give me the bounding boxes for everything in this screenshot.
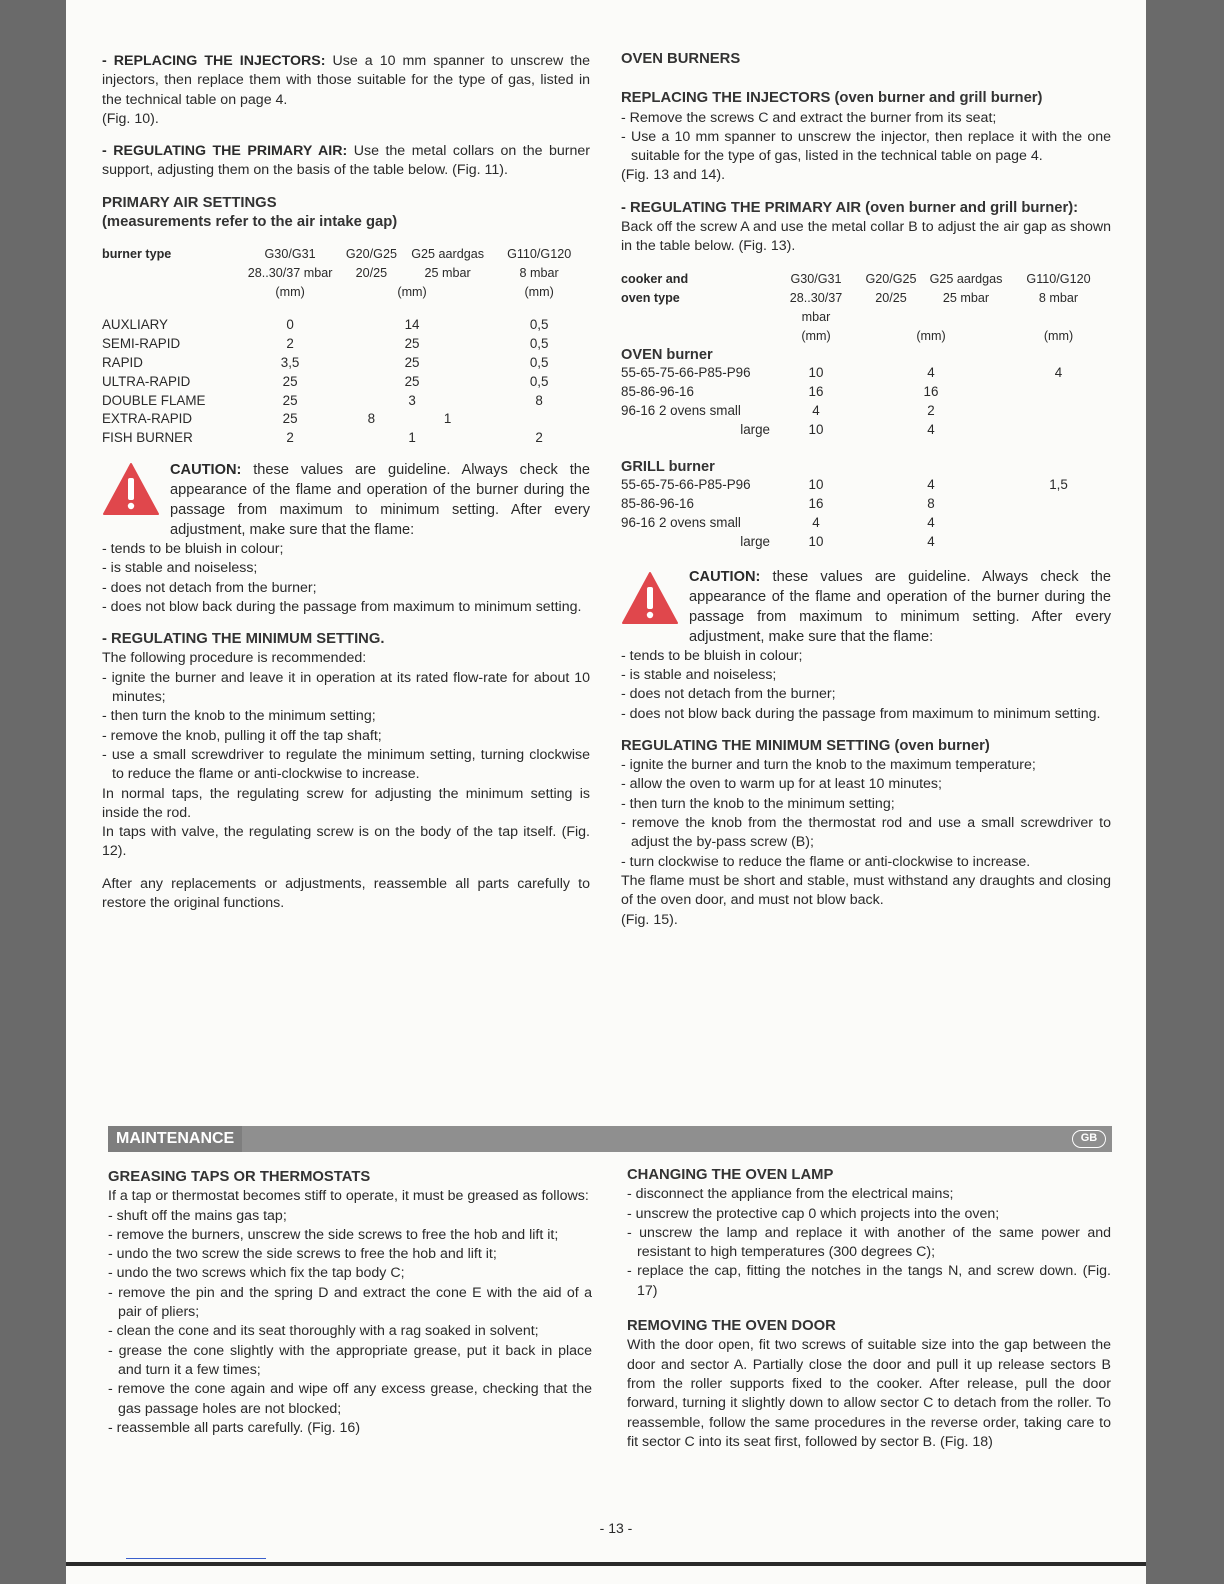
- list-item: - grease the cone slightly with the appropriate grease, put it back in place and turn it a few times;: [108, 1342, 592, 1381]
- list-item: - use a small screwdriver to regulate the minimum setting, turning clockwise to reduce the flame or anti-clockwise to increase.: [102, 746, 590, 785]
- list-item: - undo the two screw the side screws to free the hob and lift it;: [108, 1245, 592, 1264]
- flame-list: [102, 540, 590, 617]
- table-row: 55-65-75-66-P85-P96 10 4 4: [621, 365, 1063, 381]
- air-title: - REGULATING THE PRIMARY AIR (oven burner and grill burner):: [621, 199, 1079, 216]
- lamp-title: CHANGING THE OVEN LAMP: [627, 1167, 834, 1183]
- right-column: OVEN BURNERS REPLACING THE INJECTORS (oven burner and grill burner) - Remove the screws C and extract the burner from its seat; - Use a 10 mm spanner to unscrew the injector, then replace it with the one suitable for the type of gas, listed in the technical table on page 4. (Fig. 13 and 14). - REGULATING THE PRIMARY AIR (oven burner and grill burner): Back off the screw A and use the metal collar B to adjust the air gap as shown in the table below. (Fig. 13). cooker and G30/G31 G20/G25 G25 aardgas G110/G120 oven type 28..30/37 mbar 20/25 25 mbar 8 mbar (mm) (mm) (mm) OVEN burner 55-65-75-66-P85-P96 10 4 4 85-86-96-16 16 16 96-16 2 ovens small 4 2 large 10 4 GRILL burner 55-65-75-66-P85-P96 10 4 1,5 85-86-96-16 16 8 96-16 2 ovens small 4 4 large 10 4 CAUTION: these values are guideline. Always check the appearance of the flame and operation of the burner during the passage from maximum to minimum setting. After every adjustment, make sure that the flame: - tends to be bluish in colour; - is stable and noiseless; - does not detach from the burner; - does not blow back during the passage from maximum to minimum setting. REGULATING THE MINIMUM SETTING (oven burner) - ignite the burner and turn the knob to the maximum temperature; - allow the oven to warm up for at least 10 minutes; - then turn the knob to the minimum setting; - remove the knob from the thermostat rod and use a small screwdriver to adjust the by-pass screw (B); - turn clockwise to reduce the flame or anti-clockwise to increase. The flame must be short and stable, must withstand any draughts and closing of the oven door, and must not blow back. (Fig. 15).: [621, 50, 1111, 930]
- maintenance-left-column: GREASING TAPS OR THERMOSTATS If a tap or thermostat becomes stiff to operate, it must be greased as follows: - shuft off the mains gas tap; - remove the burners, unscrew the side screws to free the hob and lift it; - undo the two screw the side screws to free the hob and lift it; - undo the two screws which fix the tap body C; - remove the pin and the spring D and extract the cone E with the aid of a pair of pliers; - clean the cone and its seat thoroughly with a rag soaked in solvent; - grease the cone slightly with the appropriate grease, put it back in place and turn it a few times; - remove the cone again and wipe off any excess grease, checking that the gas passage holes are not blocked; - reassemble all parts carefully. (Fig. 16): [108, 1168, 592, 1438]
- list-item: - is stable and noiseless;: [102, 559, 590, 578]
- gb-badge: GB: [1072, 1130, 1106, 1148]
- caution-block: CAUTION: these values are guideline. Always check the appearance of the flame and operation of the burner during the passage from maximum to minimum setting. After every adjustment, make sure that the flame:: [102, 456, 590, 540]
- list-item: - turn clockwise to reduce the flame or anti-clockwise to increase.: [621, 853, 1111, 872]
- table-row: FISH BURNER 2 1 2: [102, 430, 543, 446]
- list-item: - ignite the burner and turn the knob to the maximum temperature;: [621, 756, 1111, 775]
- settings-subtitle: (measurements refer to the air intake gap): [102, 214, 398, 231]
- list-item: - allow the oven to warm up for at least 10 minutes;: [621, 775, 1111, 794]
- left-column: - REPLACING THE INJECTORS: Use a 10 mm spanner to unscrew the injectors, then replace them with those suitable for the type of gas, listed in the technical table on page 4. (Fig. 10). - REGULATING THE PRIMARY AIR: Use the metal collars on the burner support, adjusting them on the basis of the table below. (Fig. 11). PRIMARY AIR SETTINGS (measurements refer to the air intake gap) burner type G30/G31 G20/G25 G25 aardgas G110/G120 28..30/37 mbar 20/25 25 mbar 8 mbar (mm) (mm) (mm) AUXLIARY 0 14 0,5 SEMI-RAPID 2 25 0,5 RAPID 3,5 25 0,5 ULTRA-RAPID 25 25 0,5 DOUBLE FLAME 25 3 8 EXTRA-RAPID 25 8 1 FISH BURNER 2 1 2 CAUTION: these values are guideline. Always check the appearance of the flame and operation of the burner during the passage from maximum to minimum setting. After every adjustment, make sure that the flame: - tends to be bluish in colour; - is stable and noiseless; - does not detach from the burner; - does not blow back during the passage from maximum to minimum setting. - REGULATING THE MINIMUM SETTING. The following procedure is recommended: - ignite the burner and leave it in operation at its rated flow-rate for about 10 minutes; - then turn the knob to the minimum setting; - remove the knob, pulling it off the tap shaft; - use a small screwdriver to regulate the minimum setting, turning clockwise to reduce the flame or anti-clockwise to increase. In normal taps, the regulating screw for adjusting the minimum setting is inside the rod. In taps with valve, the regulating screw is on the body of the tap itself. (Fig. 12). After any replacements or adjustments, reassemble all parts carefully to restore the original functions.: [102, 52, 590, 913]
- warning-icon: [621, 571, 679, 625]
- list-item: - reassemble all parts carefully. (Fig. 16): [108, 1419, 592, 1438]
- list-item: - is stable and noiseless;: [621, 666, 1111, 685]
- list-item: - then turn the knob to the minimum setting;: [102, 707, 590, 726]
- maintenance-band: [108, 1126, 1112, 1152]
- oven-burners-title: OVEN BURNERS: [621, 51, 741, 67]
- bottom-link-line: [126, 1558, 266, 1559]
- settings-title: PRIMARY AIR SETTINGS: [102, 194, 277, 211]
- list-item: - does not detach from the burner;: [102, 579, 590, 598]
- list-item: - Use a 10 mm spanner to unscrew the injector, then replace it with the one suitable for the type of gas, listed in the technical table on page 4.: [621, 128, 1111, 167]
- caution-block: CAUTION: these values are guideline. Always check the appearance of the flame and operation of the burner during the passage from maximum to minimum setting. After every adjustment, make sure that the flame:: [621, 565, 1111, 647]
- list-item: - Remove the screws C and extract the burner from its seat;: [621, 109, 1111, 128]
- manual-page: [66, 0, 1146, 1584]
- greasing-title: GREASING TAPS OR THERMOSTATS: [108, 1169, 371, 1185]
- table-row: 55-65-75-66-P85-P96 10 4 1,5: [621, 477, 1068, 493]
- list-item: - remove the cone again and wipe off any excess grease, checking that the gas passage holes are not blocked;: [108, 1380, 592, 1419]
- list-item: - undo the two screws which fix the tap body C;: [108, 1264, 592, 1283]
- primary-air-table: burner type G30/G31 G20/G25 G25 aardgas G110/G120 28..30/37 mbar 20/25 25 mbar 8 mbar (mm) (mm) (mm) AUXLIARY 0 14 0,5 SEMI-RAPID 2 25 0,5 RAPID 3,5 25 0,5 ULTRA-RAPID 25 25 0,5 DOUBLE FLAME 25 3 8 EXTRA-RAPID 25 8 1 FISH BURNER 2 1 2: [102, 245, 590, 448]
- list-item: - ignite the burner and leave it in operation at its rated flow-rate for about 10 minutes;: [102, 669, 590, 708]
- table-row: AUXLIARY 0 14 0,5: [102, 317, 549, 333]
- injectors-paragraph: - REPLACING THE INJECTORS: Use a 10 mm spanner to unscrew the injectors, then replace them with those suitable for the type of gas, listed in the technical table on page 4.: [102, 53, 590, 108]
- door-title: REMOVING THE OVEN DOOR: [627, 1318, 836, 1335]
- maintenance-title: MAINTENANCE: [108, 1126, 242, 1152]
- list-item: - does not blow back during the passage from maximum to minimum setting.: [102, 598, 590, 617]
- list-item: - clean the cone and its seat thoroughly with a rag soaked in solvent;: [108, 1322, 592, 1341]
- list-item: - does not blow back during the passage from maximum to minimum setting.: [621, 705, 1111, 724]
- list-item: - unscrew the lamp and replace it with another of the same power and resistant to high temperatures (300 degrees C);: [627, 1224, 1111, 1263]
- list-item: - replace the cap, fitting the notches in the tangs N, and screw down. (Fig. 17): [627, 1262, 1111, 1301]
- table-header-burner: burner type: [102, 247, 172, 262]
- min-oven-title: REGULATING THE MINIMUM SETTING (oven burner): [621, 737, 990, 754]
- list-item: - disconnect the appliance from the electrical mains;: [627, 1185, 1111, 1204]
- page-number: - 13 -: [599, 1520, 633, 1536]
- warning-icon: [102, 462, 160, 516]
- inj-title: REPLACING THE INJECTORS (oven burner and grill burner): [621, 90, 1043, 107]
- table-row: large 10 4: [740, 421, 935, 437]
- min-title: - REGULATING THE MINIMUM SETTING.: [102, 631, 385, 648]
- table-row: 96-16 2 ovens small 4 2: [621, 403, 935, 419]
- list-item: - remove the burners, unscrew the side screws to free the hob and lift it;: [108, 1226, 592, 1245]
- injectors-fig: (Fig. 10).: [102, 110, 159, 127]
- min-list: [102, 669, 590, 785]
- list-item: - does not detach from the burner;: [621, 685, 1111, 704]
- list-item: - unscrew the protective cap 0 which projects into the oven;: [627, 1205, 1111, 1224]
- list-item: - shuft off the mains gas tap;: [108, 1207, 592, 1226]
- oven-air-table: cooker and G30/G31 G20/G25 G25 aardgas G110/G120 oven type 28..30/37 mbar 20/25 25 mbar 8 mbar (mm) (mm) (mm) OVEN burner 55-65-75-66-P85-P96 10 4 4 85-86-96-16 16 16 96-16 2 ovens small 4 2 large 10 4 GRILL burner 55-65-75-66-P85-P96 10 4 1,5 85-86-96-16 16 8 96-16 2 ovens small 4 4 large 10 4: [621, 270, 1111, 552]
- table-row: large 10 4: [740, 533, 935, 549]
- primary-air-paragraph: - REGULATING THE PRIMARY AIR: Use the metal collars on the burner support, adjusting them on the basis of the table below. (Fig. 11).: [102, 143, 591, 179]
- list-item: - tends to be bluish in colour;: [621, 647, 1111, 666]
- bottom-bar: [66, 1562, 1146, 1566]
- list-item: - remove the knob, pulling it off the tap shaft;: [102, 727, 590, 746]
- table-row: SEMI-RAPID 2 25 0,5: [102, 336, 549, 352]
- flame-list: [621, 647, 1111, 724]
- grill-burner-label: GRILL burner: [621, 458, 715, 475]
- maintenance-right-column: CHANGING THE OVEN LAMP - disconnect the appliance from the electrical mains; - unscrew the protective cap 0 which projects into the oven; - unscrew the lamp and replace it with another of the same power and resistant to high temperatures (300 degrees C); - replace the cap, fitting the notches in the tangs N, and screw down. (Fig. 17) REMOVING THE OVEN DOOR With the door open, fit two screws of suitable size into the gap between the door and sector A. Partially close the door and pull it up release sectors B from the roller supports fixed to the cooker. After release, pull the door forward, turning it slightly down to allow sector C to detach from the roller. To reassemble, follow the same procedures in the reverse order, taking care to fit sector C into its seat first, followed by sector B. (Fig. 18): [627, 1166, 1111, 1452]
- table-row: 85-86-96-16 16 16: [621, 384, 939, 400]
- table-row: 96-16 2 ovens small 4 4: [621, 515, 935, 531]
- list-item: - remove the pin and the spring D and extract the cone E with the aid of a pair of pliers;: [108, 1284, 592, 1323]
- table-row: 85-86-96-16 16 8: [621, 496, 935, 512]
- list-item: - remove the knob from the thermostat rod and use a small screwdriver to adjust the by-pass screw (B);: [621, 814, 1111, 853]
- table-row: EXTRA-RAPID 25 8 1: [102, 411, 452, 427]
- oven-burner-label: OVEN burner: [621, 346, 713, 363]
- table-row: ULTRA-RAPID 25 25 0,5: [102, 373, 549, 389]
- table-row: RAPID 3,5 25 0,5: [102, 354, 549, 370]
- list-item: - tends to be bluish in colour;: [102, 540, 590, 559]
- list-item: - then turn the knob to the minimum setting;: [621, 795, 1111, 814]
- table-row: DOUBLE FLAME 25 3 8: [102, 392, 543, 408]
